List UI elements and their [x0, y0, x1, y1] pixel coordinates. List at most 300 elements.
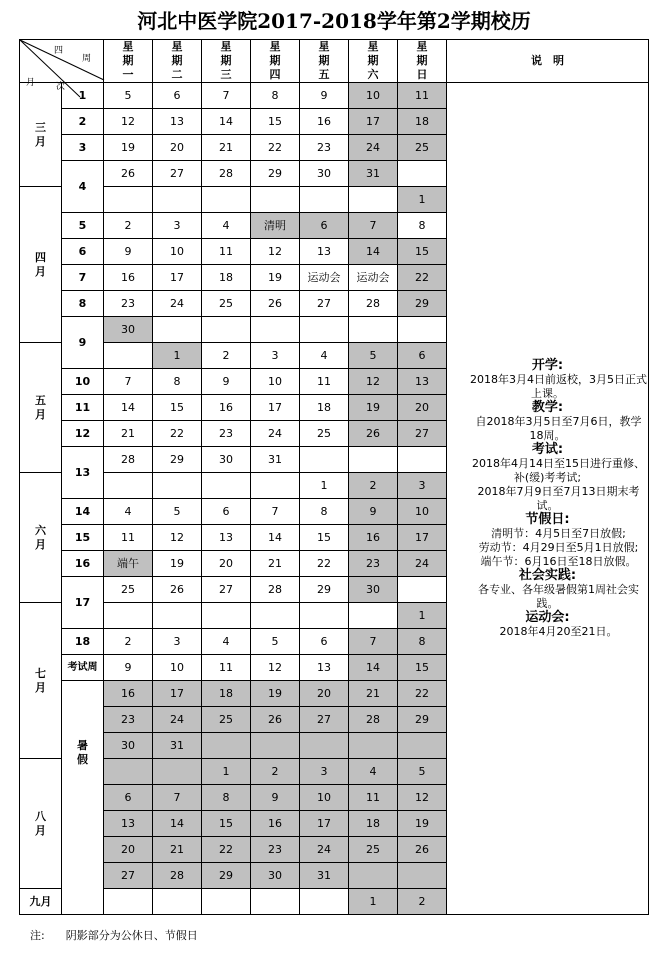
corner-label-week: 四: [54, 46, 64, 56]
day-value: 17: [268, 400, 282, 414]
day-cell: [153, 447, 202, 473]
day-cell: [300, 265, 349, 291]
day-value: 30: [121, 322, 135, 336]
day-cell: [104, 785, 153, 811]
notes-header: [447, 40, 649, 83]
day-value: 29: [268, 166, 282, 180]
day-cell: [398, 291, 447, 317]
day-cell: [398, 369, 447, 395]
day-cell: [251, 161, 300, 187]
day-cell: [349, 525, 398, 551]
day-header-label: 星期三: [220, 40, 232, 81]
day-cell: [349, 759, 398, 785]
day-value: 4: [222, 634, 230, 648]
day-cell: [398, 213, 447, 239]
day-cell: [104, 187, 153, 213]
day-cell: [251, 291, 300, 317]
day-cell: [104, 863, 153, 889]
day-value: 12: [170, 530, 184, 544]
day-value: 19: [268, 686, 282, 700]
day-value: 30: [121, 738, 135, 752]
day-cell: [153, 681, 202, 707]
day-cell: [349, 343, 398, 369]
day-value: 27: [219, 582, 233, 596]
day-cell: [202, 213, 251, 239]
day-cell: [251, 187, 300, 213]
day-cell: [153, 265, 202, 291]
day-value: 27: [317, 296, 331, 310]
month-label: 九月: [29, 894, 52, 908]
day-value: 3: [418, 478, 426, 492]
day-value: 18: [366, 816, 380, 830]
day-cell: [300, 525, 349, 551]
day-value: 16: [121, 270, 135, 284]
day-cell: [398, 83, 447, 109]
day-value: 28: [170, 868, 184, 882]
day-header-1: [104, 40, 153, 83]
day-cell: [202, 603, 251, 629]
day-cell: [202, 187, 251, 213]
day-value: 3: [271, 348, 279, 362]
day-value: 9: [124, 244, 132, 258]
day-cell: [104, 421, 153, 447]
month-may: [20, 343, 62, 473]
day-value: 28: [366, 296, 380, 310]
day-value: 7: [173, 790, 181, 804]
day-cell: [398, 707, 447, 733]
day-value: 31: [268, 452, 282, 466]
week-number-label: 10: [74, 374, 91, 388]
day-cell: [251, 135, 300, 161]
day-cell: [202, 681, 251, 707]
day-cell: [202, 629, 251, 655]
day-value: 13: [317, 660, 331, 674]
day-value: 6: [124, 790, 132, 804]
day-cell: [349, 499, 398, 525]
week-number-label: 15: [74, 530, 91, 544]
month-label: 三月: [35, 120, 46, 148]
day-cell: [349, 733, 398, 759]
day-value: 24: [317, 842, 331, 856]
day-cell: [104, 317, 153, 343]
day-value: 4: [320, 348, 328, 362]
week-number: [62, 317, 104, 369]
day-cell: [349, 811, 398, 837]
day-value: 31: [317, 868, 331, 882]
day-cell: [300, 395, 349, 421]
day-value: 2: [271, 764, 279, 778]
week-number: [62, 135, 104, 161]
day-value: 2: [124, 634, 132, 648]
day-value: 18: [219, 686, 233, 700]
day-cell: [202, 239, 251, 265]
day-cell: [153, 369, 202, 395]
day-cell: [104, 499, 153, 525]
day-cell: [300, 317, 349, 343]
note-heading: 教学:: [531, 399, 564, 415]
day-cell: [153, 525, 202, 551]
week-number: [62, 525, 104, 551]
day-value: 20: [415, 400, 429, 414]
day-value: 20: [317, 686, 331, 700]
day-value: 30: [317, 166, 331, 180]
day-cell: [300, 421, 349, 447]
day-value: 11: [219, 660, 233, 674]
day-value: 28: [121, 452, 135, 466]
day-cell: [202, 759, 251, 785]
day-value: 8: [418, 218, 426, 232]
day-value: 26: [366, 426, 380, 440]
day-value: 5: [418, 764, 426, 778]
month-apr: [20, 187, 62, 343]
day-value: 1: [418, 608, 426, 622]
day-cell: [104, 811, 153, 837]
day-header-4: [251, 40, 300, 83]
day-value: 16: [268, 816, 282, 830]
day-value: 1: [222, 764, 230, 778]
day-cell: [398, 681, 447, 707]
day-value: 15: [170, 400, 184, 414]
day-cell: [251, 499, 300, 525]
day-cell: [202, 447, 251, 473]
week-number: [62, 629, 104, 655]
day-header-label: 星期五: [318, 40, 330, 81]
day-cell: [300, 551, 349, 577]
day-cell: [251, 577, 300, 603]
day-cell: [153, 733, 202, 759]
day-value: 17: [366, 114, 380, 128]
day-value: 11: [366, 790, 380, 804]
day-value: 12: [415, 790, 429, 804]
day-header-7: [398, 40, 447, 83]
day-cell: [153, 161, 202, 187]
day-cell: [349, 603, 398, 629]
day-cell: [153, 759, 202, 785]
day-value: 16: [317, 114, 331, 128]
day-value: 29: [317, 582, 331, 596]
day-cell: [104, 577, 153, 603]
day-value: 4: [369, 764, 377, 778]
day-value: 14: [366, 660, 380, 674]
day-cell: [398, 239, 447, 265]
day-value: 24: [366, 140, 380, 154]
day-cell: [104, 369, 153, 395]
note-text: 2018年7月9日至7月13日期末考试。: [477, 484, 640, 512]
day-value: 15: [415, 660, 429, 674]
week-number-label: 13: [74, 465, 91, 479]
day-cell: [104, 213, 153, 239]
week-number-label: 16: [74, 556, 91, 570]
day-value: 7: [124, 374, 132, 388]
day-cell: [202, 317, 251, 343]
day-cell: [300, 577, 349, 603]
day-value: 22: [219, 842, 233, 856]
day-cell: [398, 837, 447, 863]
day-cell: [104, 291, 153, 317]
day-value: 10: [415, 504, 429, 518]
day-cell: [153, 499, 202, 525]
notes-panel: [447, 83, 649, 915]
day-value: 7: [222, 88, 230, 102]
week-number: [62, 109, 104, 135]
day-value: 14: [170, 816, 184, 830]
day-cell: [153, 421, 202, 447]
day-cell: [104, 343, 153, 369]
day-value: 8: [418, 634, 426, 648]
day-cell: [300, 707, 349, 733]
day-cell: [202, 473, 251, 499]
day-cell: [153, 395, 202, 421]
week-number: [62, 447, 104, 499]
week-number-label: 3: [78, 140, 87, 154]
calendar-table: [19, 39, 649, 915]
day-value: 21: [366, 686, 380, 700]
day-cell: [251, 629, 300, 655]
day-cell: [398, 629, 447, 655]
day-cell: [153, 863, 202, 889]
day-cell: [349, 83, 398, 109]
day-value: 15: [415, 244, 429, 258]
day-value: 3: [173, 218, 181, 232]
day-value: 3: [320, 764, 328, 778]
day-value: 12: [268, 660, 282, 674]
day-cell: [153, 889, 202, 915]
week-number: [62, 265, 104, 291]
day-cell: [398, 889, 447, 915]
day-value: 25: [219, 296, 233, 310]
day-cell: [153, 629, 202, 655]
day-value: 30: [268, 868, 282, 882]
day-value: 11: [219, 244, 233, 258]
day-value: 29: [415, 296, 429, 310]
day-cell: [300, 213, 349, 239]
day-value: 12: [121, 114, 135, 128]
day-cell: [300, 785, 349, 811]
day-value: 7: [369, 218, 377, 232]
day-cell: [300, 681, 349, 707]
month-label: 四月: [35, 250, 46, 278]
day-cell: [104, 83, 153, 109]
day-value: 17: [170, 270, 184, 284]
month-aug: [20, 759, 62, 889]
footnote: [30, 928, 198, 944]
day-cell: [300, 889, 349, 915]
day-cell: [300, 655, 349, 681]
day-cell: [251, 525, 300, 551]
day-cell: [153, 213, 202, 239]
day-cell: [349, 395, 398, 421]
day-value: 运动会: [307, 270, 341, 284]
day-cell: [398, 733, 447, 759]
note-text: 各专业、各年级暑假第1周社会实践。: [478, 582, 639, 610]
day-cell: [104, 629, 153, 655]
day-cell: [251, 343, 300, 369]
day-value: 23: [219, 426, 233, 440]
day-value: 16: [219, 400, 233, 414]
day-value: 11: [317, 374, 331, 388]
day-cell: [251, 213, 300, 239]
day-cell: [251, 655, 300, 681]
day-cell: [300, 603, 349, 629]
day-cell: [251, 707, 300, 733]
day-header-2: [153, 40, 202, 83]
day-cell: [300, 187, 349, 213]
day-cell: [153, 83, 202, 109]
day-cell: [398, 811, 447, 837]
day-header-label: 星期六: [367, 40, 379, 81]
week-number-label: 7: [78, 270, 87, 284]
day-value: 21: [268, 556, 282, 570]
day-value: 7: [369, 634, 377, 648]
day-value: 26: [268, 296, 282, 310]
day-value: 1: [418, 192, 426, 206]
day-value: 6: [173, 88, 181, 102]
week-number-label: 8: [78, 296, 87, 310]
day-cell: [202, 135, 251, 161]
day-cell: [398, 863, 447, 889]
day-cell: [300, 239, 349, 265]
day-value: 12: [366, 374, 380, 388]
day-cell: [398, 577, 447, 603]
day-cell: [349, 317, 398, 343]
note-text: 端午节：6月16日至18日放假。: [480, 554, 637, 568]
note-text: 2018年4月20至21日。: [499, 624, 618, 638]
week-number-label: 11: [74, 400, 91, 414]
day-cell: [349, 239, 398, 265]
day-cell: [251, 109, 300, 135]
day-cell: [153, 343, 202, 369]
day-cell: [202, 785, 251, 811]
day-cell: [300, 629, 349, 655]
note-text: 2018年3月4日前返校，3月5日正式上课。: [470, 372, 647, 400]
day-cell: [104, 161, 153, 187]
day-cell: [251, 603, 300, 629]
week-number: [62, 421, 104, 447]
day-value: 26: [121, 166, 135, 180]
day-cell: [398, 135, 447, 161]
day-cell: [104, 473, 153, 499]
day-header-label: 星期一: [122, 40, 134, 81]
day-cell: [104, 109, 153, 135]
day-value: 9: [369, 504, 377, 518]
day-value: 22: [317, 556, 331, 570]
day-value: 26: [415, 842, 429, 856]
day-value: 27: [317, 712, 331, 726]
day-cell: [349, 265, 398, 291]
day-cell: [251, 811, 300, 837]
day-value: 运动会: [356, 270, 390, 284]
day-value: 19: [121, 140, 135, 154]
day-value: 8: [222, 790, 230, 804]
day-cell: [349, 577, 398, 603]
day-cell: [202, 889, 251, 915]
day-cell: [153, 707, 202, 733]
day-value: 20: [170, 140, 184, 154]
week-number: [62, 291, 104, 317]
day-value: 8: [320, 504, 328, 518]
day-value: 19: [415, 816, 429, 830]
day-value: 14: [366, 244, 380, 258]
day-cell: [349, 187, 398, 213]
day-cell: [202, 525, 251, 551]
note-heading: 运动会:: [525, 609, 570, 625]
day-cell: [300, 343, 349, 369]
day-value: 8: [173, 374, 181, 388]
day-value: 13: [219, 530, 233, 544]
day-cell: [104, 655, 153, 681]
week-number: [62, 577, 104, 629]
day-value: 6: [320, 634, 328, 648]
day-value: 29: [219, 868, 233, 882]
day-cell: [300, 863, 349, 889]
note-heading: 考试:: [531, 441, 564, 457]
month-sep: [20, 889, 62, 915]
day-value: 8: [271, 88, 279, 102]
day-cell: [251, 681, 300, 707]
day-cell: [398, 265, 447, 291]
day-cell: [202, 161, 251, 187]
day-value: 21: [170, 842, 184, 856]
day-value: 27: [121, 868, 135, 882]
week-number-label: 17: [74, 595, 91, 609]
day-cell: [251, 551, 300, 577]
day-value: 30: [219, 452, 233, 466]
day-cell: [398, 395, 447, 421]
day-cell: [104, 395, 153, 421]
week-number-label: 5: [78, 218, 87, 232]
day-value: 2: [369, 478, 377, 492]
day-value: 2: [124, 218, 132, 232]
day-cell: [202, 421, 251, 447]
day-cell: [202, 837, 251, 863]
day-cell: [153, 473, 202, 499]
day-cell: [300, 161, 349, 187]
day-cell: [202, 291, 251, 317]
day-value: 13: [121, 816, 135, 830]
day-cell: [104, 551, 153, 577]
day-value: 25: [317, 426, 331, 440]
day-value: 18: [219, 270, 233, 284]
day-value: 6: [222, 504, 230, 518]
day-value: 9: [271, 790, 279, 804]
day-cell: [104, 525, 153, 551]
day-cell: [104, 889, 153, 915]
day-cell: [202, 577, 251, 603]
day-cell: [202, 733, 251, 759]
day-value: 17: [415, 530, 429, 544]
note-text: 自2018年3月5日至7月6日，教学18周。: [475, 414, 642, 442]
day-cell: [153, 655, 202, 681]
day-value: 端午: [117, 556, 139, 570]
day-cell: [251, 369, 300, 395]
day-value: 9: [320, 88, 328, 102]
day-header-6: [349, 40, 398, 83]
day-cell: [251, 265, 300, 291]
day-cell: [202, 811, 251, 837]
day-value: 16: [366, 530, 380, 544]
day-value: 1: [369, 894, 377, 908]
note-text: 清明节：4月5日至7日放假;: [491, 526, 626, 540]
day-value: 27: [415, 426, 429, 440]
day-value: 26: [268, 712, 282, 726]
day-value: 23: [268, 842, 282, 856]
day-cell: [153, 837, 202, 863]
day-value: 17: [317, 816, 331, 830]
day-cell: [398, 161, 447, 187]
day-cell: [349, 629, 398, 655]
day-value: 7: [271, 504, 279, 518]
day-header-label: 星期四: [269, 40, 281, 81]
